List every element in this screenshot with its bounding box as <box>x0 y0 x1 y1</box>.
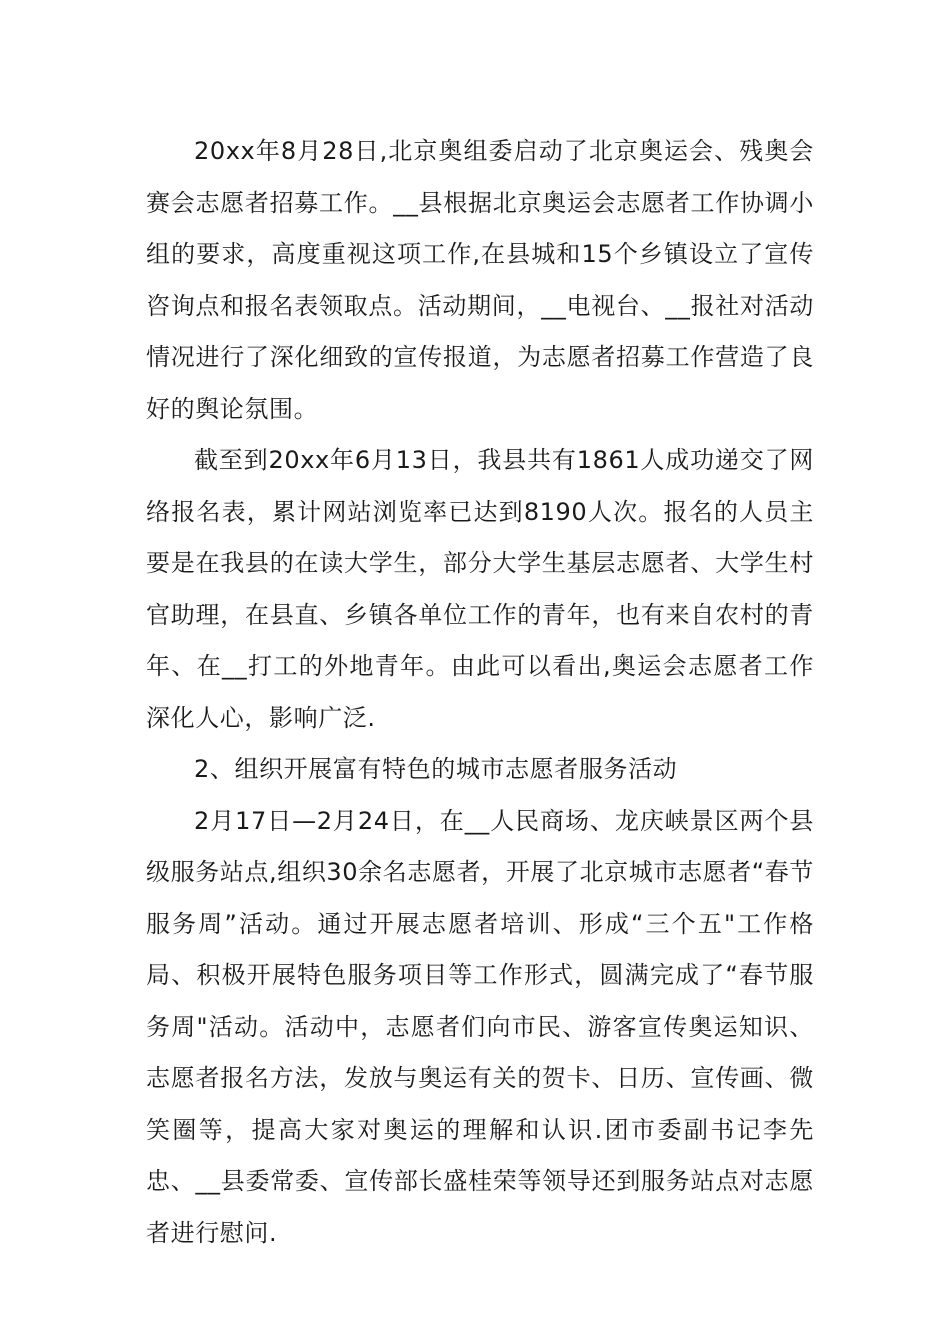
paragraph-spring-festival-service-week: 2月17日—2月24日，在__人民商场、龙庆峡景区两个县级服务站点,组织30余名志愿者，开展了北京城市志愿者“春节服务周”活动。通过开展志愿者培训、形成“三个五"工作格局、积极开展特色服务项目等工作形式，圆满完成了“春节服务周"活动。活动中，志愿者们向市民、游客宣传奥运知识、志愿者报名方法，发放与奥运有关的贺卡、日历、宣传画、微笑圈等，提高大家对奥运的理解和认识.团市委副书记李先忠、__县委常委、宣传部长盛桂荣等领导还到服务站点对志愿者进行慰问. <box>146 806 814 1247</box>
section-heading-city-volunteer-activities: 2、组织开展富有特色的城市志愿者服务活动 <box>194 755 678 783</box>
document-page <box>146 126 814 1259</box>
paragraph-registration-stats: 截至到20xx年6月13日，我县共有1861人成功递交了网络报名表，累计网站浏览率已达到8190人次。报名的人员主要是在我县的在读大学生，部分大学生基层志愿者、大学生村官助理，在县直、乡镇各单位工作的青年，也有来自农村的青年、在__打工的外地青年。由此可以看出,奥运会志愿者工作深化人心，影响广泛. <box>146 446 814 732</box>
paragraph-recruitment-launch: 20xx年8月28日,北京奥组委启动了北京奥运会、残奥会赛会志愿者招募工作。__县根据北京奥运会志愿者工作协调小组的要求，高度重视这项工作,在县城和15个乡镇设立了宣传咨询点和报名表领取点。活动期间，__电视台、__报社对活动情况进行了深化细致的宣传报道，为志愿者招募工作营造了良好的舆论氛围。 <box>146 137 814 423</box>
